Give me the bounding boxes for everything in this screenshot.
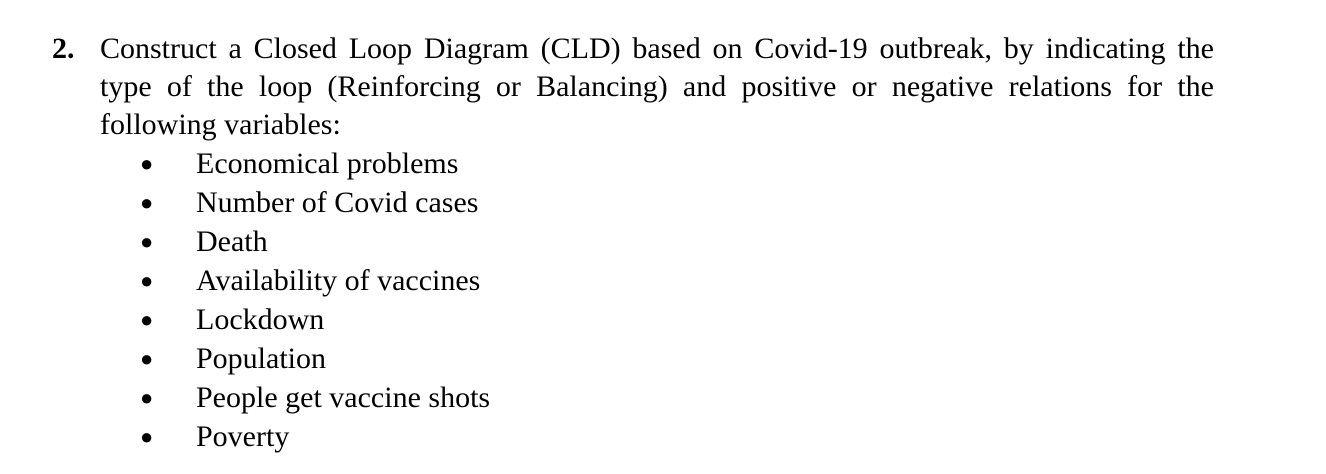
bullet-dot-icon: ● — [140, 268, 154, 293]
bullet-dot-icon: ● — [140, 307, 154, 332]
list-item — [140, 300, 1214, 339]
list-item — [140, 261, 1214, 300]
question-text: Construct a Closed Loop Diagram (CLD) based on Covid-19 outbreak, by indicating the type of the loop (Reinforcing or Balancing) and positive or negative relations for the following variables: — [100, 32, 1214, 141]
bullet-dot-icon: ● — [140, 385, 154, 410]
list-item — [140, 183, 1214, 222]
bullet-dot-icon: ● — [140, 346, 154, 371]
bullet-dot-icon: ● — [140, 229, 154, 254]
variable-label: Number of Covid cases — [196, 186, 479, 219]
variable-label: Poverty — [196, 420, 290, 453]
question-block — [52, 30, 1214, 456]
variable-label: Availability of vaccines — [196, 264, 481, 297]
bullet-dot-icon: ● — [140, 424, 154, 449]
list-item — [140, 144, 1214, 183]
variable-label: People get vaccine shots — [196, 381, 491, 414]
variable-list — [140, 144, 1214, 456]
variable-label: Death — [196, 225, 268, 258]
variable-label: Population — [196, 342, 327, 375]
question-number: 2. — [52, 32, 75, 65]
question-body — [100, 30, 1214, 456]
list-item — [140, 222, 1214, 261]
variable-label: Economical problems — [196, 147, 459, 180]
bullet-dot-icon: ● — [140, 190, 154, 215]
variable-label: Lockdown — [196, 303, 325, 336]
list-item — [140, 378, 1214, 417]
bullet-dot-icon: ● — [140, 151, 154, 176]
list-item — [140, 417, 1214, 456]
list-item — [140, 339, 1214, 378]
